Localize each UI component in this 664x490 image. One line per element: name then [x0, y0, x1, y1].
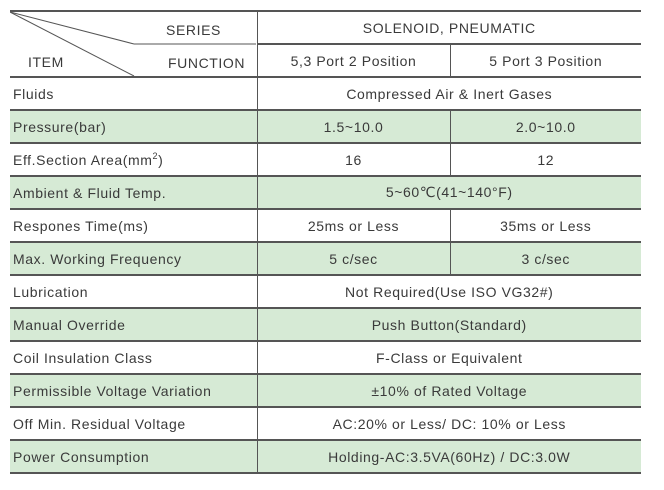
row-value-col1: 25ms or Less: [257, 209, 450, 242]
function-col1: 5,3 Port 2 Position: [257, 44, 450, 77]
row-lubrication: [10, 275, 641, 308]
row-value-col1: 16: [257, 143, 450, 176]
spec-table: [10, 10, 641, 474]
row-label: Ambient & Fluid Temp.: [10, 176, 257, 209]
row-value-col2: 12: [450, 143, 641, 176]
row-value-col2: 2.0~10.0: [450, 110, 641, 143]
row-value: ±10% of Rated Voltage: [257, 374, 641, 407]
row-label: [10, 143, 257, 176]
row-label-superscript: 2: [152, 150, 159, 161]
row-response-time: [10, 209, 641, 242]
row-power-consumption: [10, 440, 641, 473]
row-label: Fluids: [10, 77, 257, 110]
row-value: Push Button(Standard): [257, 308, 641, 341]
row-value-col2: 3 c/sec: [450, 242, 641, 275]
row-label: Lubrication: [10, 275, 257, 308]
row-value-col2: 35ms or Less: [450, 209, 641, 242]
row-value: Compressed Air & Inert Gases: [257, 77, 641, 110]
row-label: Max. Working Frequency: [10, 242, 257, 275]
row-value: AC:20% or Less/ DC: 10% or Less: [257, 407, 641, 440]
item-label: ITEM: [28, 54, 64, 70]
row-label-end: ): [158, 151, 164, 168]
row-label: Coil Insulation Class: [10, 341, 257, 374]
row-label: Manual Override: [10, 308, 257, 341]
row-label: Permissible Voltage Variation: [10, 374, 257, 407]
function-label: FUNCTION: [168, 55, 246, 71]
row-value: Not Required(Use ISO VG32#): [257, 275, 641, 308]
row-label: Power Consumption: [10, 440, 257, 473]
header-diagonal-cell: [10, 11, 257, 77]
row-value-col1: 5 c/sec: [257, 242, 450, 275]
row-label-main: Eff.Section Area(mm: [13, 151, 153, 168]
row-value-col1: 1.5~10.0: [257, 110, 450, 143]
row-fluids: [10, 77, 641, 110]
function-col2: 5 Port 3 Position: [450, 44, 641, 77]
row-manual-override: [10, 308, 641, 341]
row-coil-insulation: [10, 341, 641, 374]
series-label: SERIES: [166, 22, 221, 38]
row-value: 5~60℃(41~140°F): [257, 176, 641, 209]
row-ambient-temp: [10, 176, 641, 209]
row-max-frequency: [10, 242, 641, 275]
header-row-series: [10, 11, 641, 44]
row-label: Off Min. Residual Voltage: [10, 407, 257, 440]
row-value: F-Class or Equivalent: [257, 341, 641, 374]
row-residual-voltage: [10, 407, 641, 440]
row-eff-section-area: [10, 143, 641, 176]
row-voltage-variation: [10, 374, 641, 407]
row-label: Pressure(bar): [10, 110, 257, 143]
row-label: Respones Time(ms): [10, 209, 257, 242]
row-value: Holding-AC:3.5VA(60Hz) / DC:3.0W: [257, 440, 641, 473]
series-value: SOLENOID, PNEUMATIC: [257, 11, 641, 44]
row-pressure: [10, 110, 641, 143]
